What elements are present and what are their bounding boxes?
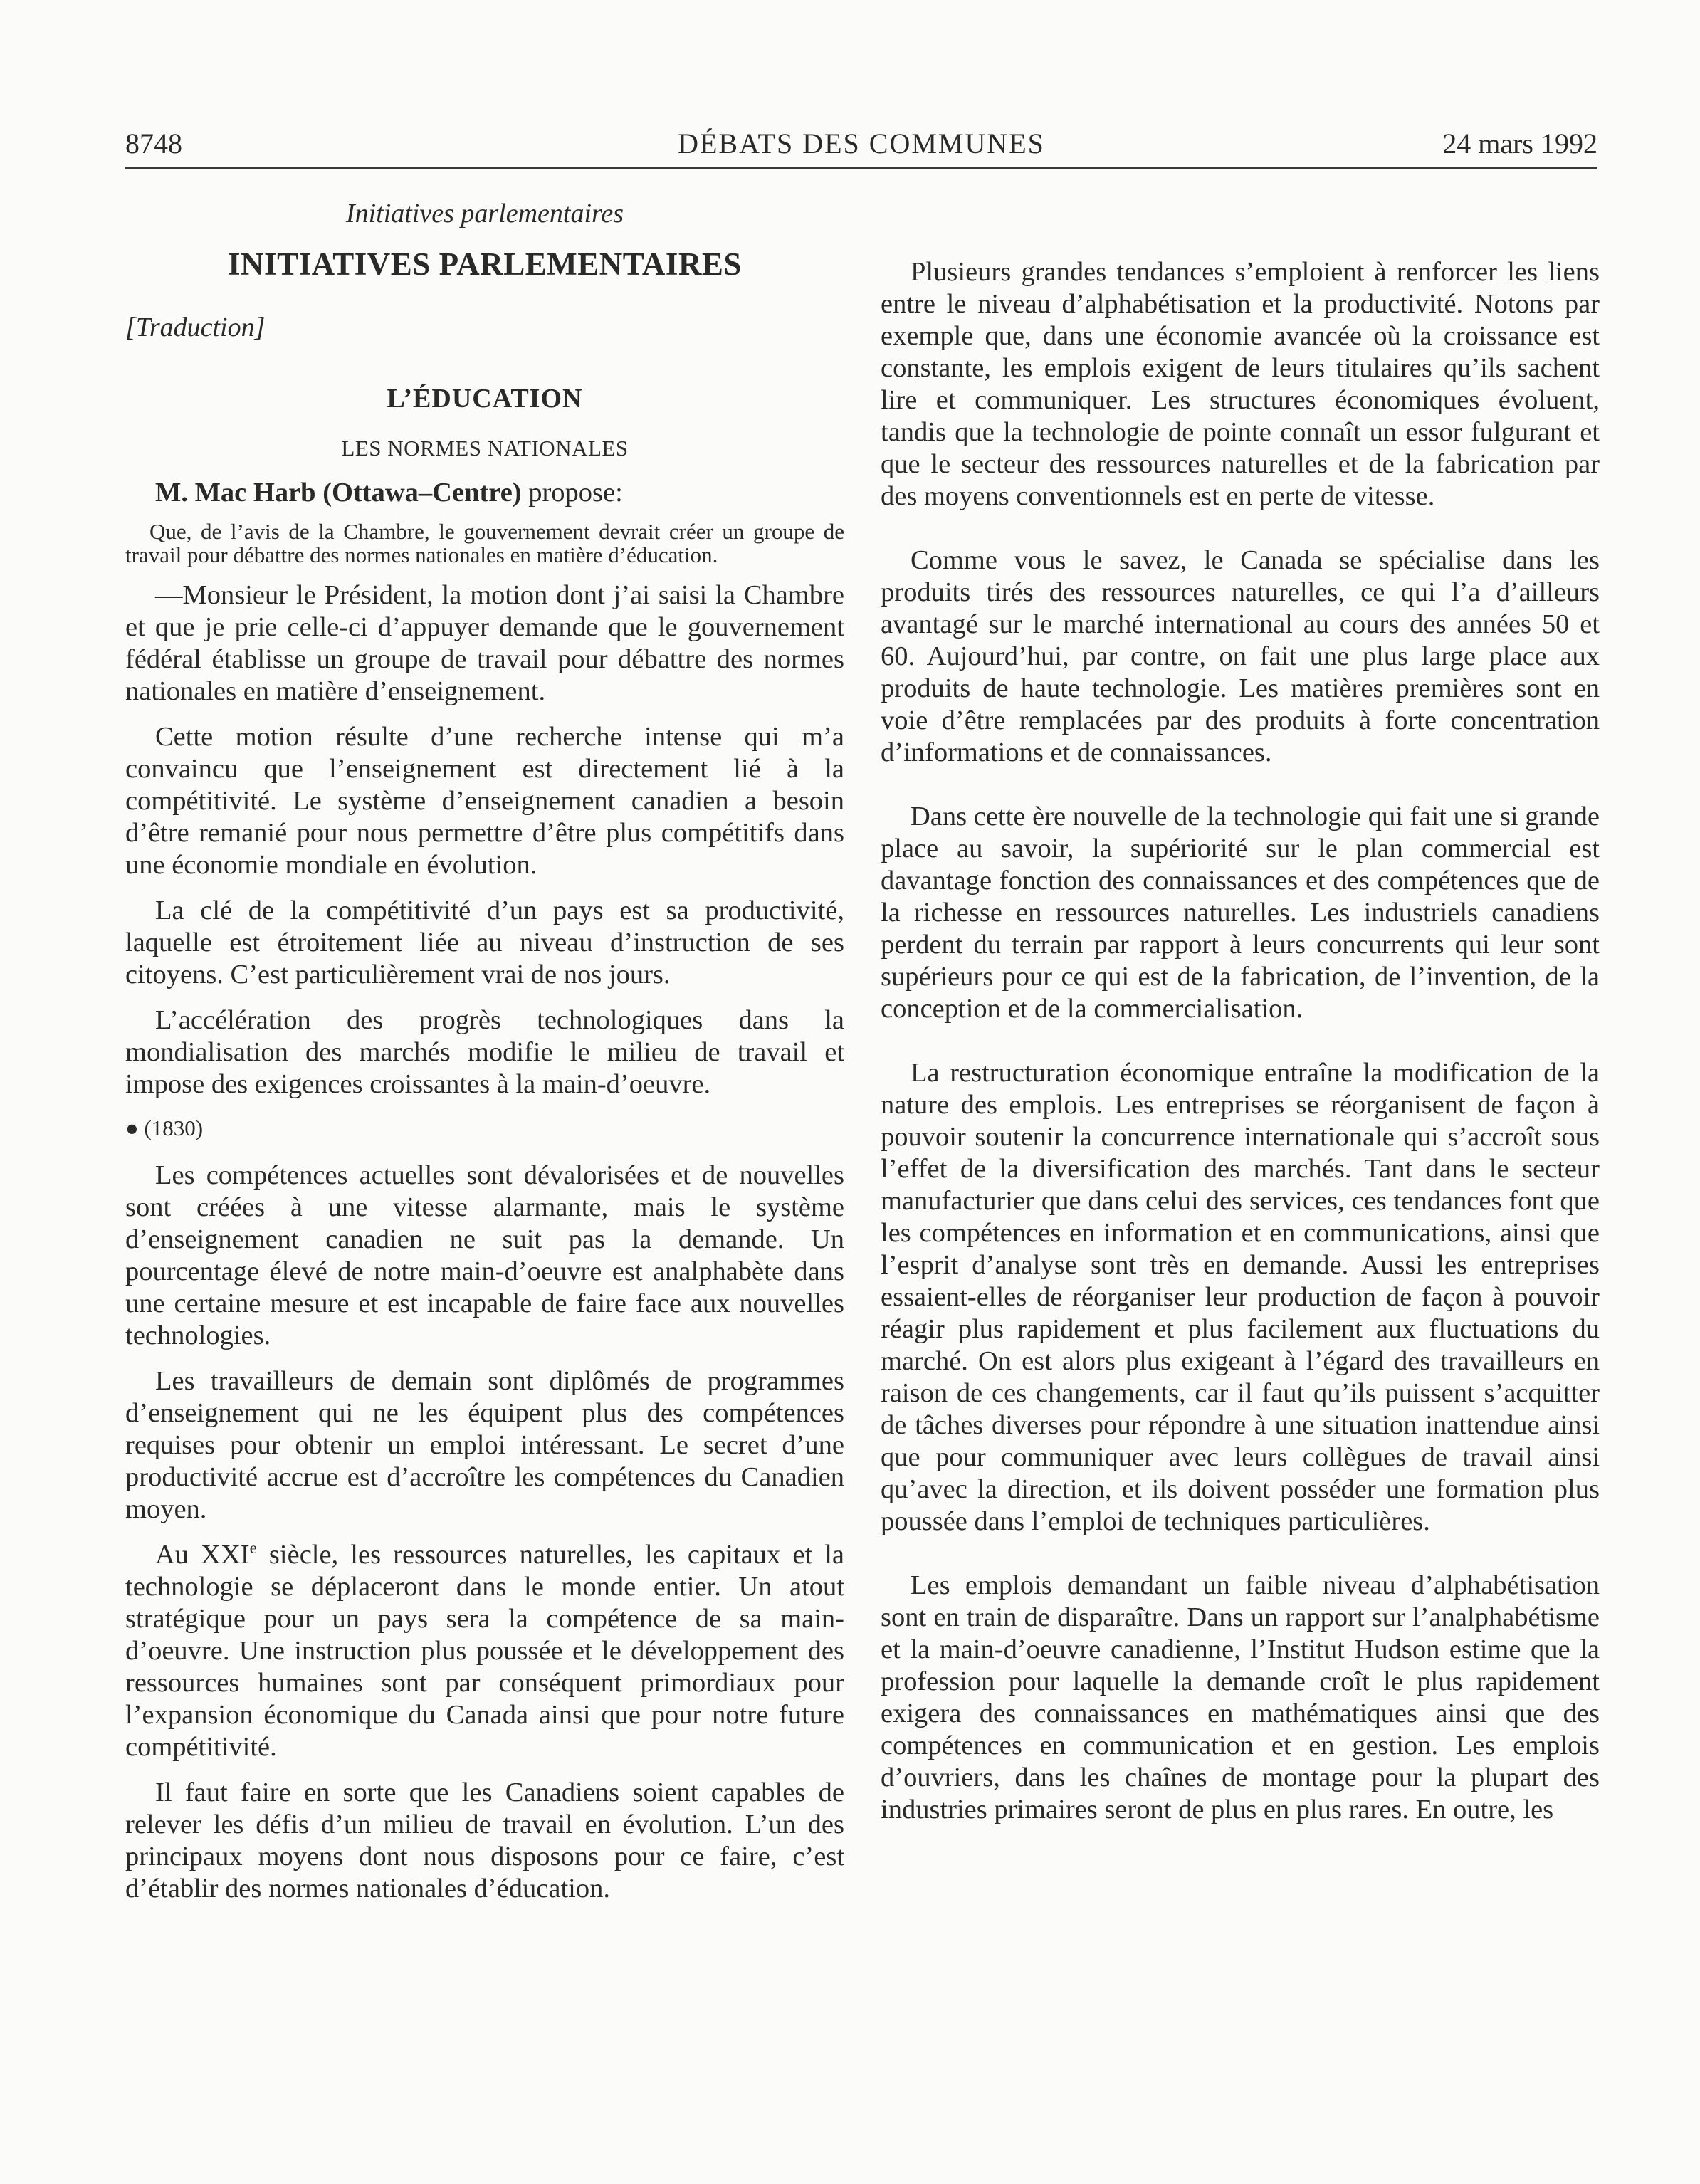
paragraph: Cette motion résulte d’une recherche intense qui m’a convaincu que l’enseignement est directement lié à la compétitivité. Le système d’enseignement canadien a besoin d’être remanié pour nous permettre d’être plus compétitifs dans une économie mondiale en évolution. [125, 722, 844, 880]
paragraph: Les emplois demandant un faible niveau d’alphabétisation sont en train de disparaître. Dans un rapport sur l’analphabétisme et la main-d’oeuvre canadienne, l’Institut Hudson estime que la profession pour laquelle la demande croît le plus rapidement exigera des connaissances en mathématiques ainsi que des compétences en communication et en gestion. Les emplois d’ouvriers, dans les chaînes de montage pour la plupart des industries primaires seront de plus en plus rares. En outre, les [881, 1570, 1600, 1825]
paragraph: La clé de la compétitivité d’un pays est sa productivité, laquelle est étroitement liée au niveau d’instruction de ses citoyens. C’est particulièrement vrai de nos jours. [125, 896, 844, 989]
mover-verb: propose: [521, 478, 623, 508]
paragraph-xxi [125, 1539, 844, 1763]
paragraph: Comme vous le savez, le Canada se spécialise dans les produits tirés des ressources naturelles, ce qui l’a d’ailleurs avantagé sur le marché international au cours des années 50 et 60. Aujourd’hui, par contre, on fait une plus large place aux produits de haute technologie. Les matières premières sont en voie d’être remplacées par des produits à forte concentration d’informations et de connaissances. [881, 545, 1600, 767]
subject-heading: L’ÉDUCATION [387, 384, 583, 414]
paragraph: L’accélération des progrès technologiques dans la mondialisation des marchés modifie le milieu de travail et impose des exigences croissantes à la main-d’oeuvre. [125, 1005, 844, 1099]
paragraph: Les compétences actuelles sont dévalorisées et de nouvelles sont créées à une vitesse alarmante, mais le système d’enseignement canadien ne suit pas la demande. Un pourcentage élevé de notre main-d’oeuvre est analphabète dans une certaine mesure et est incapable de faire face aux nouvelles technologies. [125, 1160, 844, 1350]
page-number: 8748 [125, 127, 182, 159]
section-title: INITIATIVES PARLEMENTAIRES [228, 246, 742, 282]
section-running-title: Initiatives parlementaires [345, 199, 624, 229]
right-column [881, 192, 1600, 1858]
motion-quote: Que, de l’avis de la Chambre, le gouvernement devrait créer un groupe de travail pour débattre des normes nationales en matière d’éducation. [125, 519, 844, 567]
mover-name: M. Mac Harb (Ottawa–Centre) [155, 478, 522, 508]
paragraph: La restructuration économique entraîne la modification de la nature des emplois. Les entreprises se réorganisent de façon à pouvoir soutenir la concurrence internationale qui s’accroît sous l’effet de la diversification des marchés. Tant dans le secteur manufacturier que dans celui des services, ces tendances font que les compétences en information et en communications, ainsi que l’esprit d’analyse sont très en demande. Aussi les entreprises essaient-elles de réorganiser leur production de façon à pouvoir réagir plus rapidement et plus facilement aux fluctuations du marché. On est alors plus exigeant à l’égard des travailleurs en raison de ces changements, car il faut qu’ils puissent s’acquitter de tâches diverses pour répondre à une situation inattendue ainsi que pour communiquer avec leurs collègues de travail ainsi qu’avec la direction, et ils doivent posséder une formation plus poussée dans l’emploi de techniques particulières. [881, 1058, 1600, 1536]
left-column [125, 192, 844, 1918]
paragraph: Les travailleurs de demain sont diplômés de programmes d’enseignement qui ne les équipent plus des compétences requises pour obtenir un emploi intéressant. Le secret d’une productivité accrue est d’accroître les compétences du Canadien moyen. [125, 1366, 844, 1524]
translation-note: [Traduction] [125, 313, 266, 342]
paragraph: Plusieurs grandes tendances s’emploient à renforcer les liens entre le niveau d’alphabétisation et la productivité. Notons par exemple que, dans une économie avancée où la croissance est constante, les emplois exigent de leurs titulaires qu’ils sachent lire et communiquer. Les structures économiques évoluent, tandis que la technologie de pointe connaît un essor fulgurant et que le secteur des ressources naturelles et de la fabrication par des moyens conventionnels est en perte de vitesse. [881, 257, 1600, 511]
time-marker: ● (1830) [125, 1115, 204, 1140]
xxi-prefix: Au XXI [155, 1540, 250, 1570]
paragraph: Dans cette ère nouvelle de la technologie qui fait une si grande place au savoir, la supériorité sur le plan commercial est davantage fonction des connaissances et des compétences que de la richesse en ressources naturelles. Les industriels canadiens perdent du terrain par rapport à leurs concurrents qui leur sont supérieurs pour ce qui est de la fabrication, de l’invention, de la conception et de la commercialisation. [881, 802, 1600, 1024]
xxi-superscript: e [249, 1538, 257, 1558]
xxi-rest: siècle, les ressources naturelles, les capitaux et la technologie se déplaceront dans le monde entier. Un atout stratégique pour un pays sera la compétence de sa main-d’oeuvre. Une instruction plus poussée et le développement des ressources humaines sont par conséquent primordiaux pour l’expansion économique du Canada ainsi que pour notre future compétitivité. [125, 1540, 844, 1762]
motion-mover [125, 476, 844, 510]
page-header [125, 121, 1597, 169]
paragraph: —Monsieur le Président, la motion dont j’ai saisi la Chambre et que je prie celle-ci d’appuyer demande que le gouvernement fédéral établisse un groupe de travail pour débattre des normes nationales en matière d’enseignement. [125, 580, 844, 706]
publication-date: 24 mars 1992 [1442, 127, 1597, 159]
paragraph: Il faut faire en sorte que les Canadiens soient capables de relever les défis d’un milieu de travail en évolution. L’un des principaux moyens dont nous disposons pour ce faire, c’est d’établir des normes nationales d’éducation. [125, 1778, 844, 1904]
publication-title: DÉBATS DES COMMUNES [678, 127, 1045, 159]
subsubject-heading: LES NORMES NATIONALES [341, 436, 629, 461]
